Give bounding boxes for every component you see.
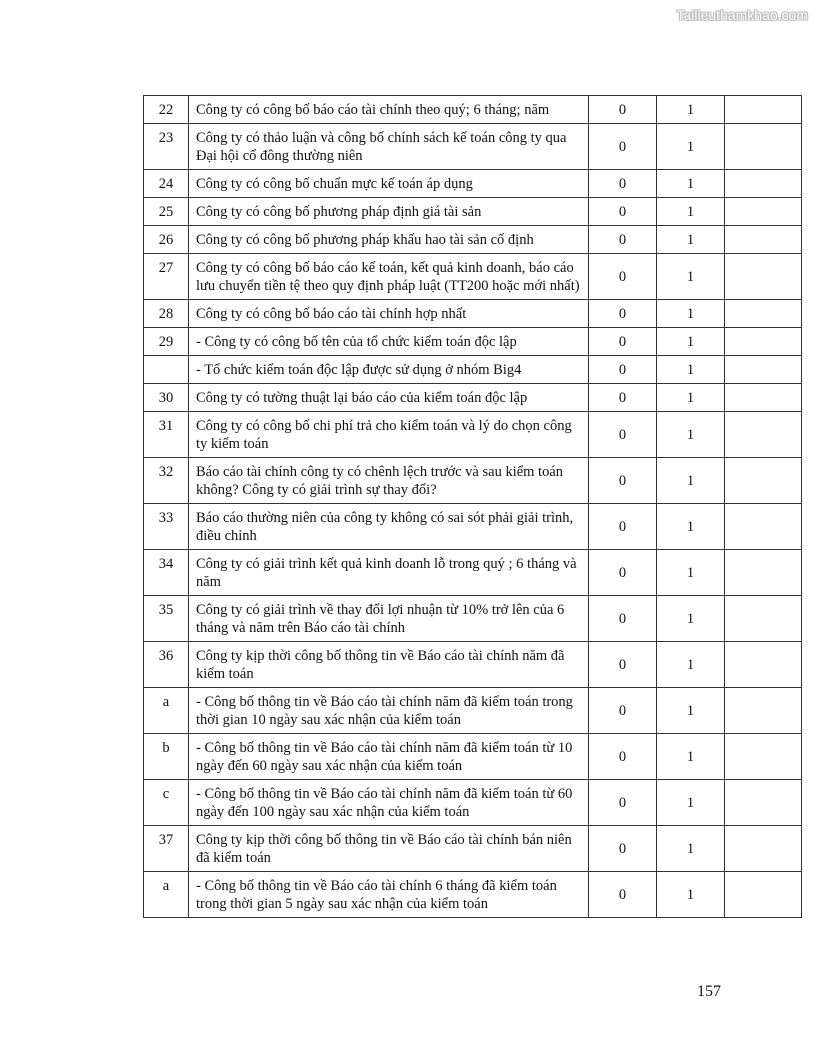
empty-cell xyxy=(725,412,802,458)
score-zero-cell: 0 xyxy=(589,596,657,642)
empty-cell xyxy=(725,226,802,254)
table-row xyxy=(144,826,802,872)
empty-cell xyxy=(725,254,802,300)
empty-cell xyxy=(725,198,802,226)
score-zero-cell: 0 xyxy=(589,226,657,254)
criterion-text-cell: - Công bố thông tin về Báo cáo tài chính năm đã kiểm toán từ 60 ngày đến 100 ngày sau xác nhận của kiểm toán xyxy=(189,780,589,826)
table-row xyxy=(144,300,802,328)
score-one-cell: 1 xyxy=(657,124,725,170)
score-zero-cell: 0 xyxy=(589,458,657,504)
table-row xyxy=(144,504,802,550)
score-one-cell: 1 xyxy=(657,734,725,780)
empty-cell xyxy=(725,872,802,918)
empty-cell xyxy=(725,328,802,356)
score-one-cell: 1 xyxy=(657,550,725,596)
score-zero-cell: 0 xyxy=(589,688,657,734)
score-zero-cell: 0 xyxy=(589,872,657,918)
empty-cell xyxy=(725,96,802,124)
criterion-text-cell: Báo cáo thường niên của công ty không có sai sót phải giải trình, điều chỉnh xyxy=(189,504,589,550)
row-number-cell: 22 xyxy=(144,96,189,124)
row-number-cell: b xyxy=(144,734,189,780)
score-one-cell: 1 xyxy=(657,826,725,872)
empty-cell xyxy=(725,734,802,780)
score-zero-cell: 0 xyxy=(589,328,657,356)
table-row xyxy=(144,170,802,198)
row-number-cell: 27 xyxy=(144,254,189,300)
score-one-cell: 1 xyxy=(657,198,725,226)
table-row xyxy=(144,328,802,356)
criterion-text-cell: Công ty có công bố báo cáo tài chính theo quý; 6 tháng; năm xyxy=(189,96,589,124)
score-one-cell: 1 xyxy=(657,642,725,688)
score-zero-cell: 0 xyxy=(589,170,657,198)
score-one-cell: 1 xyxy=(657,596,725,642)
table-row xyxy=(144,780,802,826)
score-zero-cell: 0 xyxy=(589,550,657,596)
empty-cell xyxy=(725,642,802,688)
empty-cell xyxy=(725,300,802,328)
score-zero-cell: 0 xyxy=(589,826,657,872)
table-row xyxy=(144,226,802,254)
row-number-cell: 33 xyxy=(144,504,189,550)
table-row xyxy=(144,384,802,412)
criterion-text-cell: Công ty có công bố chuẩn mực kế toán áp dụng xyxy=(189,170,589,198)
score-zero-cell: 0 xyxy=(589,384,657,412)
score-one-cell: 1 xyxy=(657,356,725,384)
criterion-text-cell: Báo cáo tài chính công ty có chênh lệch trước và sau kiểm toán không? Công ty có giải trình sự thay đổi? xyxy=(189,458,589,504)
score-zero-cell: 0 xyxy=(589,780,657,826)
table-row xyxy=(144,688,802,734)
score-one-cell: 1 xyxy=(657,328,725,356)
row-number-cell: 31 xyxy=(144,412,189,458)
score-one-cell: 1 xyxy=(657,170,725,198)
score-one-cell: 1 xyxy=(657,254,725,300)
table-row xyxy=(144,550,802,596)
empty-cell xyxy=(725,550,802,596)
criterion-text-cell: Công ty có thảo luận và công bố chính sách kế toán công ty qua Đại hội cổ đông thường niên xyxy=(189,124,589,170)
row-number-cell: 30 xyxy=(144,384,189,412)
criteria-table xyxy=(143,95,802,918)
empty-cell xyxy=(725,688,802,734)
score-zero-cell: 0 xyxy=(589,642,657,688)
row-number-cell: 25 xyxy=(144,198,189,226)
criterion-text-cell: Công ty kịp thời công bố thông tin về Báo cáo tài chính bán niên đã kiểm toán xyxy=(189,826,589,872)
score-one-cell: 1 xyxy=(657,872,725,918)
score-one-cell: 1 xyxy=(657,780,725,826)
criterion-text-cell: Công ty có tường thuật lại báo cáo của kiểm toán độc lập xyxy=(189,384,589,412)
row-number-cell: 23 xyxy=(144,124,189,170)
score-zero-cell: 0 xyxy=(589,300,657,328)
score-one-cell: 1 xyxy=(657,688,725,734)
criterion-text-cell: - Công ty có công bố tên của tổ chức kiểm toán độc lập xyxy=(189,328,589,356)
empty-cell xyxy=(725,124,802,170)
row-number-cell: 29 xyxy=(144,328,189,356)
criterion-text-cell: Công ty kịp thời công bố thông tin về Báo cáo tài chính năm đã kiểm toán xyxy=(189,642,589,688)
score-zero-cell: 0 xyxy=(589,198,657,226)
criterion-text-cell: Công ty có công bố phương pháp khấu hao tài sản cố định xyxy=(189,226,589,254)
row-number-cell: 24 xyxy=(144,170,189,198)
table-row xyxy=(144,458,802,504)
row-number-cell: 26 xyxy=(144,226,189,254)
criterion-text-cell: Công ty có công bố báo cáo kế toán, kết quả kinh doanh, báo cáo lưu chuyển tiền tệ theo quy định pháp luật (TT200 hoặc mới nhất) xyxy=(189,254,589,300)
empty-cell xyxy=(725,384,802,412)
row-number-cell: 35 xyxy=(144,596,189,642)
score-zero-cell: 0 xyxy=(589,356,657,384)
score-one-cell: 1 xyxy=(657,96,725,124)
row-number-cell: 36 xyxy=(144,642,189,688)
watermark: Tailieuthamkhao.com xyxy=(676,7,808,23)
score-one-cell: 1 xyxy=(657,384,725,412)
criterion-text-cell: - Tổ chức kiểm toán độc lập được sử dụng ở nhóm Big4 xyxy=(189,356,589,384)
table-row xyxy=(144,412,802,458)
table-row xyxy=(144,642,802,688)
score-one-cell: 1 xyxy=(657,412,725,458)
row-number-cell: a xyxy=(144,872,189,918)
score-zero-cell: 0 xyxy=(589,504,657,550)
criterion-text-cell: Công ty có công bố phương pháp định giá tài sản xyxy=(189,198,589,226)
row-number-cell: a xyxy=(144,688,189,734)
score-one-cell: 1 xyxy=(657,226,725,254)
row-number-cell: 37 xyxy=(144,826,189,872)
criterion-text-cell: Công ty có giải trình về thay đổi lợi nhuận từ 10% trở lên của 6 tháng và năm trên Báo cáo tài chính xyxy=(189,596,589,642)
score-zero-cell: 0 xyxy=(589,734,657,780)
score-one-cell: 1 xyxy=(657,300,725,328)
row-number-cell: 28 xyxy=(144,300,189,328)
score-zero-cell: 0 xyxy=(589,96,657,124)
table-row xyxy=(144,356,802,384)
criterion-text-cell: - Công bố thông tin về Báo cáo tài chính năm đã kiểm toán từ 10 ngày đến 60 ngày sau xác nhận của kiểm toán xyxy=(189,734,589,780)
empty-cell xyxy=(725,504,802,550)
table-row xyxy=(144,198,802,226)
criterion-text-cell: Công ty có công bố chi phí trả cho kiểm toán và lý do chọn công ty kiểm toán xyxy=(189,412,589,458)
table-row xyxy=(144,734,802,780)
score-zero-cell: 0 xyxy=(589,124,657,170)
score-zero-cell: 0 xyxy=(589,254,657,300)
empty-cell xyxy=(725,596,802,642)
score-one-cell: 1 xyxy=(657,458,725,504)
table-row xyxy=(144,254,802,300)
criterion-text-cell: - Công bố thông tin về Báo cáo tài chính 6 tháng đã kiểm toán trong thời gian 5 ngày sau xác nhận của kiểm toán xyxy=(189,872,589,918)
row-number-cell xyxy=(144,356,189,384)
table-row xyxy=(144,96,802,124)
empty-cell xyxy=(725,170,802,198)
empty-cell xyxy=(725,826,802,872)
empty-cell xyxy=(725,780,802,826)
score-one-cell: 1 xyxy=(657,504,725,550)
criterion-text-cell: Công ty có giải trình kết quả kinh doanh lỗ trong quý ; 6 tháng và năm xyxy=(189,550,589,596)
page-number: 157 xyxy=(697,983,721,1000)
criterion-text-cell: Công ty có công bố báo cáo tài chính hợp nhất xyxy=(189,300,589,328)
empty-cell xyxy=(725,356,802,384)
empty-cell xyxy=(725,458,802,504)
row-number-cell: c xyxy=(144,780,189,826)
score-zero-cell: 0 xyxy=(589,412,657,458)
table-row xyxy=(144,596,802,642)
table-row xyxy=(144,872,802,918)
row-number-cell: 34 xyxy=(144,550,189,596)
criterion-text-cell: - Công bố thông tin về Báo cáo tài chính năm đã kiểm toán trong thời gian 10 ngày sau xác nhận của kiểm toán xyxy=(189,688,589,734)
row-number-cell: 32 xyxy=(144,458,189,504)
table-row xyxy=(144,124,802,170)
